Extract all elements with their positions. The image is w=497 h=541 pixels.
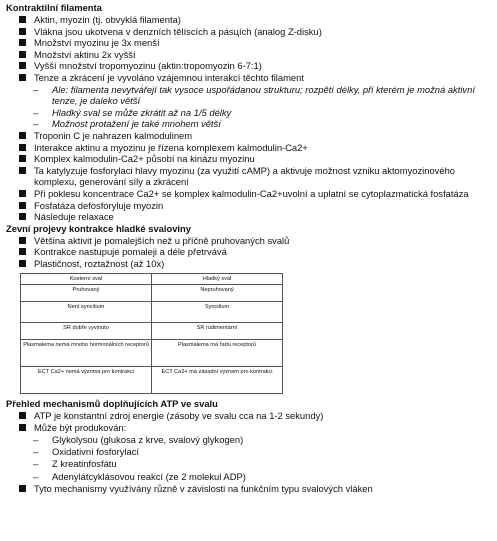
table-cell: Plasmalema má řadu receptorů (152, 340, 283, 367)
table-row (21, 285, 283, 302)
list-item-text: Množství aktinu 2x vyšší (34, 48, 136, 60)
list-item (19, 14, 491, 26)
table-cell: Pruhovaný (21, 285, 152, 302)
list-item-text: Interakce aktinu a myozinu je řízena komplexem kalmodulin-Ca2+ (34, 141, 308, 153)
table-cell: Není syncitium (21, 302, 152, 323)
list-item (19, 235, 491, 247)
list-item-text: Tenze a zkrácení je vyvoláno vzájemnou interakcí těchto filament (34, 71, 304, 83)
table-header-cell: Hladký sval (152, 274, 283, 285)
list-item-text: Tyto mechanismy využívány různě v závislosti na funkčním typu svalových vláken (34, 483, 373, 495)
list-item-text: Fosfatáza defosforyluje myozin (34, 199, 164, 211)
table-cell: SR rudimentární (152, 323, 283, 340)
list-item (19, 211, 491, 223)
square-bullet-icon (19, 213, 26, 220)
dash-bullet-icon: – (33, 106, 39, 118)
list-item (19, 26, 491, 38)
sub-list-item (33, 107, 491, 119)
section-heading-filaments: Kontraktilní filamenta (6, 2, 102, 13)
dash-bullet-icon: – (33, 470, 39, 482)
list-item-text: Troponin C je nahrazen kalmodulinem (34, 129, 193, 141)
list-item (19, 142, 491, 154)
dash-bullet-icon: – (33, 83, 39, 95)
square-bullet-icon (19, 62, 26, 69)
sub-list-item-text: Ale: filamenta nevytvářejí tak vysoce uspořádanou strukturu; rozpětí délky, při kterém je možná aktivní tenze, je daleko větší (52, 83, 475, 107)
external-list (6, 235, 491, 270)
list-item-text: Plastičnost, roztažnost (až 10x) (34, 257, 165, 269)
section-heading-external: Zevní projevy kontrakce hladké svaloviny (6, 222, 191, 234)
table-cell: Nepruhovaný (152, 285, 283, 302)
sub-list-item (33, 458, 491, 470)
sub-list-item (33, 84, 491, 107)
sub-list-item-text: Z kreatinfosfátu (52, 458, 117, 470)
list-item-text: ATP je konstantní zdroj energie (zásoby ve svalu cca na 1-2 sekundy) (34, 410, 324, 422)
dash-bullet-icon: – (33, 433, 39, 445)
list-item (19, 483, 491, 495)
list-item (19, 49, 491, 61)
square-bullet-icon (19, 485, 26, 492)
square-bullet-icon (19, 155, 26, 162)
sub-list-item (33, 471, 491, 483)
table-cell: Plasmalema nemá mnoho hormonálních receptorů (21, 340, 152, 367)
square-bullet-icon (19, 248, 26, 255)
table-header-row (21, 274, 283, 285)
list-item (19, 188, 491, 200)
list-item (19, 60, 491, 72)
list-item-text: Kontrakce nastupuje pomaleji a déle přetrvává (34, 246, 227, 258)
list-item-text: Aktin, myozin (tj. obvyklá filamenta) (34, 14, 181, 25)
square-bullet-icon (19, 424, 26, 431)
square-bullet-icon (19, 412, 26, 419)
square-bullet-icon (19, 51, 26, 58)
square-bullet-icon (19, 190, 26, 197)
dash-bullet-icon: – (33, 446, 39, 458)
square-bullet-icon (19, 39, 26, 46)
table-row (21, 340, 283, 367)
list-item (19, 200, 491, 212)
sub-list-item-text: Oxidativní fosforylací (52, 446, 140, 458)
table-cell: Syncitium (152, 302, 283, 323)
list-item-text: Při poklesu koncentrace Ca2+ se komplex kalmodulin-Ca2+uvolní a uplatní se cytoplazmatická fosfatáza (34, 187, 469, 199)
comparison-table (20, 273, 283, 394)
list-item-text: Komplex kalmodulin-Ca2+ působí na kinázu myozinu (34, 153, 255, 165)
atp-list (6, 410, 491, 433)
list-item (19, 410, 491, 422)
square-bullet-icon (19, 74, 26, 81)
square-bullet-icon (19, 237, 26, 244)
square-bullet-icon (19, 167, 26, 174)
atp-sources-sublist (6, 434, 491, 484)
dash-bullet-icon: – (33, 458, 39, 470)
list-item (19, 165, 491, 188)
regulation-list (6, 130, 491, 223)
table-cell: ECT Ca2+ má zásadní význam pro kontrakci (152, 367, 283, 394)
list-item-text: Může být produkován: (34, 422, 127, 434)
atp-summary-list (6, 483, 491, 495)
sub-list-item (33, 446, 491, 458)
list-item (19, 153, 491, 165)
square-bullet-icon (19, 144, 26, 151)
square-bullet-icon (19, 202, 26, 209)
square-bullet-icon (19, 132, 26, 139)
table-row (21, 302, 283, 323)
table-row (21, 367, 283, 394)
list-item-text: Ta katylyzuje fosforylaci hlavy myozinu (za využití cAMP) a aktivuje možnost vzniku aktomyozinového komplexu, generování síly a zkrácení (34, 164, 455, 188)
list-item (19, 130, 491, 142)
dash-bullet-icon: – (33, 118, 39, 130)
section-heading-atp: Přehled mechanismů doplňujících ATP ve svalu (6, 398, 218, 410)
square-bullet-icon (19, 28, 26, 35)
sub-list-item-text: Možnost protažení je také mnohem větší (52, 118, 221, 130)
list-item (19, 258, 491, 270)
square-bullet-icon (19, 260, 26, 267)
tension-sublist (6, 84, 491, 130)
list-item-text: Vlákna jsou ukotvena v denzních tělíscích a pásцích (analog Z-disku) (34, 25, 322, 37)
sub-list-item-text: Adenylátcyklásovou reakcí (ze 2 molekul ADP) (52, 470, 246, 482)
list-item-text: Vyšší množství tropomyozinu (aktin:tropomyozin 6-7:1) (34, 60, 262, 72)
list-item (19, 246, 491, 258)
list-item-text: Většina aktivit je pomalejších než u příčně pruhovaných svalů (34, 234, 290, 246)
table-row (21, 323, 283, 340)
sub-list-item-text: Hladký sval se může zkrátit až na 1/5 délky (52, 106, 232, 118)
list-item (19, 37, 491, 49)
table-header-cell: Kosterní sval (21, 274, 152, 285)
table-cell: ECT Ca2+ nemá význma pro kontrakci (21, 367, 152, 394)
list-item (19, 72, 491, 84)
sub-list-item (33, 118, 491, 130)
list-item-text: Následuje relaxace (34, 211, 114, 223)
sub-list-item-text: Glykolysou (glukosa z krve, svalový glykogen) (52, 433, 244, 445)
list-item-text: Množství myozinu je 3x menší (34, 37, 160, 49)
filaments-list (6, 14, 491, 84)
sub-list-item (33, 434, 491, 446)
table-cell: SR dobře vyvinuto (21, 323, 152, 340)
list-item (19, 422, 491, 434)
square-bullet-icon (19, 16, 26, 23)
